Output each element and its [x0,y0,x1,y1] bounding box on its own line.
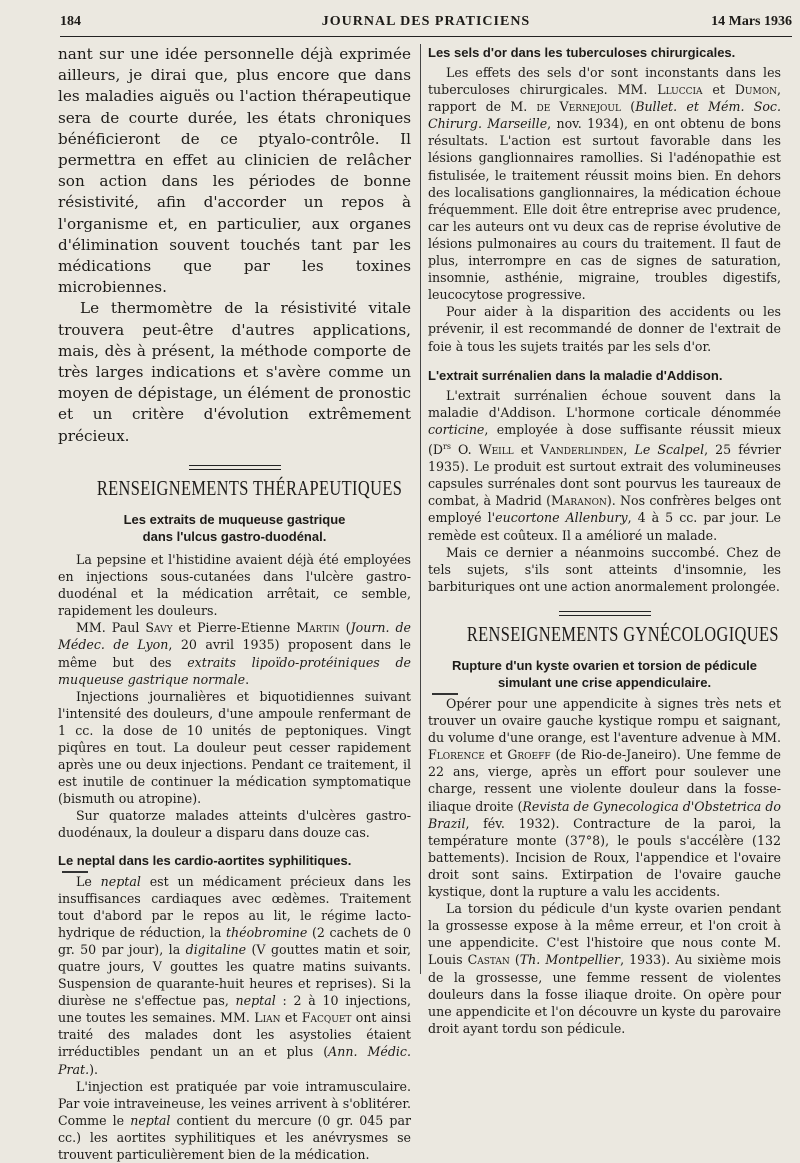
paragraph: La torsion du pédicule d'un kyste ovarien pendant la grossesse expose à la même erreur, et l'on croit à une appendicite. C'est l'histoire que nous conte M. Louis Castan (Th. Montpellier, 1933). Au sixième mois de la grossesse, une femme ressent de violentes douleurs dans la fosse iliaque droite. On opère pour une appendicite et l'on découvre un kyste du parovaire droit ayant tordu son pédicule. [428,901,781,1036]
right-column [428,44,781,1037]
journal-title: JOURNAL DES PRATICIENS [321,14,531,29]
article-title-line: Les extraits de muqueuse gastrique [123,511,346,527]
paragraph: La pepsine et l'histidine avaient déjà été employées en injections sous-cutanées dans l'ulcère gastro-duodénal et la médication arrêtait, ce semble, rapidement les douleurs. [58,551,411,619]
page-number: 184 [60,14,81,29]
running-header [60,14,792,36]
article-title-line: Rupture d'un kyste ovarien et torsion de pédicule [451,658,758,673]
paragraph: Le neptal est un médicament précieux dans les insuffisances cardiaques avec œdèmes. Traitement tout d'abord par le repos au lit, le régime lacto-hydrique de réduction, la théobromine (2 cachets de 0 gr. 50 par jour), la digitaline (V gouttes matin et soir, quatre jours, V gouttes les quatre matins suivants. Suspension de quarante-huit heures et reprises). Si la diurèse ne s'effectue pas, neptal : 2 à 10 injections, une toutes les semaines. MM. Lian et Facquet ont ainsi traité des malades dont les asystolies étaient irréductibles pendant un an et plus (Ann. Médic. Prat.). [58,873,411,1077]
paragraph: Le thermomètre de la résistivité vitale trouvera peut-être d'autres applications, mais, dès à présent, la méthode comporte de très larges indications et s'avère comme un moyen de dépistage, un élément de pronostic et un critère d'évolution extrêmement précieux. [58,299,411,445]
paragraph: L'injection est pratiquée par voie intramusculaire. Par voie intraveineuse, les veines arrivent à s'oblitérer. Comme le neptal contient du mercure (0 gr. 045 par cc.) les aortites syphilitiques et les anévrysmes se trouvent particulièrement bien de la médication. [58,1078,411,1163]
header-rule [60,36,792,37]
left-column [58,44,411,1163]
article-title: L'extrait surrénalien dans la maladie d'Addison. [428,367,723,383]
article-title [58,511,411,545]
paragraph: Les effets des sels d'or sont inconstants dans les tuberculoses chirurgicales. MM. Lluccia et Dumon, rapport de M. de Vernejoul (Bullet. et Mém. Soc. Chirurg. Marseille, nov. 1934), en ont obtenu de bons résultats. L'action est surtout favorable dans les lésions ganglionnaires ramollies. Si l'adénopathie est fistulisée, le traitement réussit moins bien. En dehors des localisations ganglionnaires, la médication échoue fréquemment. Elle doit être entreprise avec prudence, car les auteurs ont vu deux cas de reprise évolutive de lésions pulmonaires au cours du traitement. Il faut de plus, interrompre en cas de signes de saturation, insomnie, asthénie, migraine, troubles digestifs, leucocytose progressive. [428,65,781,303]
continued-article [58,44,411,447]
paragraph: MM. Paul Savy et Pierre-Etienne Martin (Journ. de Médec. de Lyon, 20 avril 1935) proposent dans le même but des extraits lipoïdo-protéiniques de muqueuse gastrique normale. [58,620,412,687]
paragraph: Mais ce dernier a néanmoins succombé. Chez de tels sujets, s'ils sont atteints d'insomnie, les barbituriques ont une action anormalement prolongée. [428,544,781,594]
column-divider [420,44,421,974]
issue-date: 14 Mars 1936 [711,14,792,29]
article-title [428,657,781,691]
article-title: Le neptal dans les cardio-aortites syphilitiques. [58,852,352,868]
article-title-line: dans l'ulcus gastro-duodénal. [142,528,327,544]
article-title: Les sels d'or dans les tuberculoses chirurgicales. [428,45,736,60]
paragraph: Pour aider à la disparition des accidents ou les prévenir, il est recommandé de donner de l'extrait de foie à tous les sujets traités par les sels d'or. [428,304,781,354]
paragraph: Sur quatorze malades atteints d'ulcères gastro-duodénaux, la douleur a disparu dans douze cas. [58,808,411,841]
paragraph: L'extrait surrénalien échoue souvent dans la maladie d'Addison. L'hormone corticale dénommée corticine, employée à dose suffisante réussit mieux ($D^{rs}$ O. Weill et Vanderlinden, Le Scalpel, 25 février 1935). Le produit est surtout extrait des volumineuses capsules surrénales dont sont pourvus les taureaux de combat, à Madrid (Maranon). Nos confrères belges ont employé l'eucortone Allenbury, 4 à 5 cc. par jour. Le remède est coûteux. Il a amélioré un malade. [428,387,781,543]
article-title-line: simulant une crise appendiculaire. [497,675,712,690]
paragraph: Injections journalières et biquotidiennes suivant l'intensité des douleurs, d'une ampoule renfermant de 1 cc. la dose de 10 unités de peptoniques. Vingt piqûres en tout. La douleur peut cesser rapidement après une ou deux injections. Pendant ce traitement, il est inutile de continuer la médication symptomatique (bismuth ou atropine). [58,688,411,807]
paragraph: Opérer pour une appendicite à signes très nets et trouver un ovaire gauche kystique rompu et saignant, du volume d'une orange, est l'aventure advenue à MM. Florence et Groeff (de Rio-de-Janeiro). Une femme de 22 ans, vierge, après un effort pour soulever une charge, ressent une violente douleur dans la fosse-iliaque droite (Revista de Gynecologica d'Obstetrica do Brazil, fév. 1932). Contracture de la paroi, la température monte (37°8), le pouls s'accélère (132 battements). Incision de Roux, l'appendice et l'ovaire droit sont sains. Extirpation de l'ovaire gauche kystique, dont la rupture a valu les accidents. [428,696,781,900]
section-title-gynecologiques: RENSEIGNEMENTS GYNÉCOLOGIQUES [466,621,779,646]
section-title-therapeutiques: RENSEIGNEMENTS THÉRAPEUTIQUES [96,475,403,500]
paragraph: nant sur une idée personnelle déjà exprimée ailleurs, je dirai que, plus encore que dans les maladies aiguës ou l'action thérapeutique sera de courte durée, les états chroniques bénéficieront de ce ptyalo-contrôle. Il permettra en effet au clinicien de relâcher son action dans les périodes de bonne résistivité, afin d'accorder un repos à l'organisme et, en particulier, aux organes d'élimination souvent touchés tant par les médications que par les toxines microbiennes. [58,45,411,297]
